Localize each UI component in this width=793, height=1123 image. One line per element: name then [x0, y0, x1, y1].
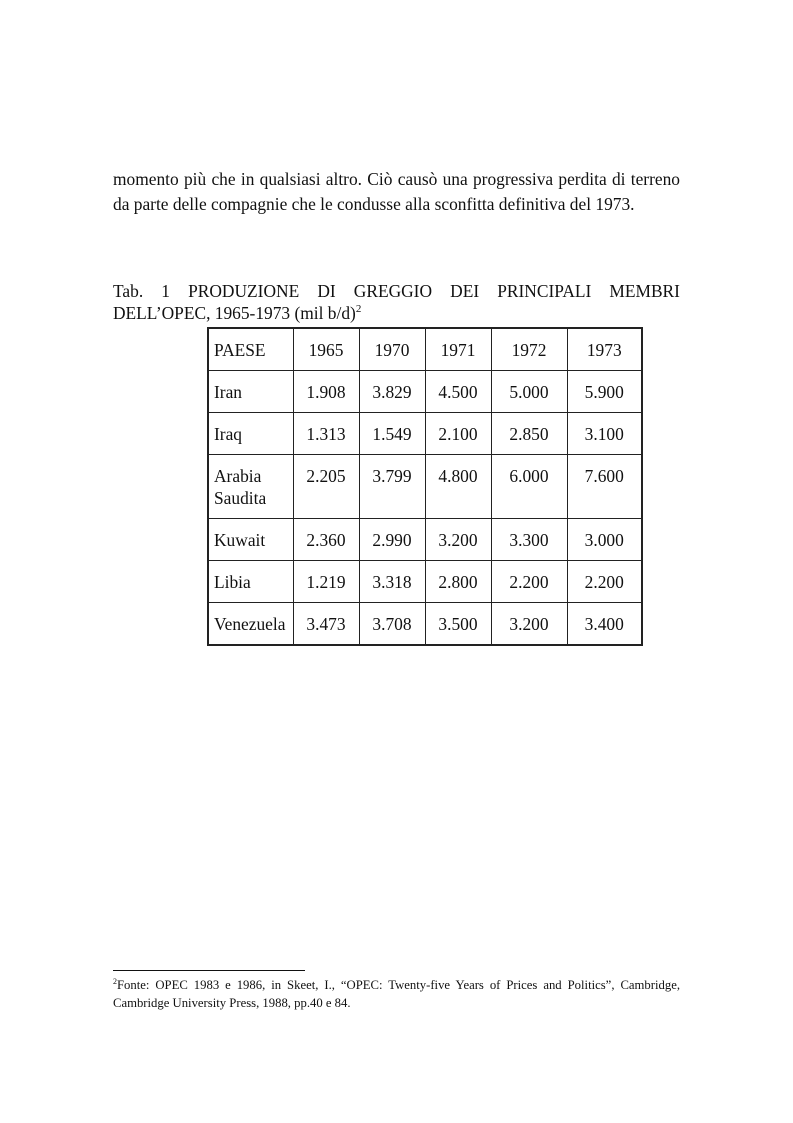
table-row — [208, 603, 642, 646]
value-cell: 3.829 — [359, 371, 425, 413]
year-header: 1965 — [293, 328, 359, 371]
table-row — [208, 455, 642, 519]
caption-word: PRINCIPALI — [497, 281, 592, 301]
table-body — [208, 328, 642, 645]
year-header: 1972 — [491, 328, 567, 371]
value-cell: 5.900 — [567, 371, 642, 413]
table-row — [208, 561, 642, 603]
value-cell: 1.219 — [293, 561, 359, 603]
value-cell: 2.205 — [293, 455, 359, 519]
country-cell: Iraq — [208, 413, 293, 455]
value-cell: 3.500 — [425, 603, 491, 646]
value-cell: 3.000 — [567, 519, 642, 561]
table-row — [208, 371, 642, 413]
body-paragraph: momento più che in qualsiasi altro. Ciò causò una progressiva perdita di terreno da parte delle compagnie che le condusse alla sconfitta definitiva del 1973. — [113, 169, 680, 214]
year-header: 1971 — [425, 328, 491, 371]
value-cell: 2.200 — [567, 561, 642, 603]
value-cell: 5.000 — [491, 371, 567, 413]
caption-word: 1 — [161, 281, 170, 301]
value-cell: 2.800 — [425, 561, 491, 603]
opec-production-table — [207, 327, 643, 646]
caption-word: DI — [317, 281, 336, 301]
value-cell: 4.500 — [425, 371, 491, 413]
caption-word: GREGGIO — [353, 281, 433, 301]
caption-line-1 — [113, 280, 680, 302]
footnote-reference[interactable]: 2 — [355, 303, 362, 315]
value-cell: 2.100 — [425, 413, 491, 455]
value-cell: 3.799 — [359, 455, 425, 519]
table-row — [208, 413, 642, 455]
caption-word: PRODUZIONE — [188, 281, 300, 301]
value-cell: 2.850 — [491, 413, 567, 455]
value-cell: 6.000 — [491, 455, 567, 519]
footnote-divider — [113, 970, 305, 971]
value-cell: 1.549 — [359, 413, 425, 455]
value-cell: 3.100 — [567, 413, 642, 455]
year-header: 1973 — [567, 328, 642, 371]
value-cell: 3.400 — [567, 603, 642, 646]
value-cell: 2.200 — [491, 561, 567, 603]
value-cell: 3.708 — [359, 603, 425, 646]
value-cell: 3.318 — [359, 561, 425, 603]
country-cell: Venezuela — [208, 603, 293, 646]
value-cell: 3.200 — [491, 603, 567, 646]
caption-text: DELL’OPEC, 1965-1973 (mil b/d) — [113, 303, 356, 323]
value-cell: 1.908 — [293, 371, 359, 413]
caption-line-2 — [113, 302, 680, 324]
footnote-text: Fonte: OPEC 1983 e 1986, in Skeet, I., “OPEC: Twenty-five Years of Prices and Politics”, Cambridge, Cambridge University Press, 1988, pp.40 e 84. — [113, 978, 680, 1010]
value-cell: 3.473 — [293, 603, 359, 646]
value-cell: 3.200 — [425, 519, 491, 561]
table-row — [208, 519, 642, 561]
column-header: PAESE — [208, 328, 293, 371]
value-cell: 2.360 — [293, 519, 359, 561]
caption-word: DEI — [450, 281, 480, 301]
value-cell: 2.990 — [359, 519, 425, 561]
year-header: 1970 — [359, 328, 425, 371]
footnote — [113, 977, 680, 1012]
value-cell: 4.800 — [425, 455, 491, 519]
country-cell: Arabia Saudita — [208, 455, 293, 519]
value-cell: 1.313 — [293, 413, 359, 455]
value-cell: 7.600 — [567, 455, 642, 519]
table-caption — [113, 280, 680, 324]
country-cell: Libia — [208, 561, 293, 603]
table-header-row — [208, 328, 642, 371]
caption-word: MEMBRI — [609, 281, 680, 301]
country-cell: Kuwait — [208, 519, 293, 561]
country-cell: Iran — [208, 371, 293, 413]
value-cell: 3.300 — [491, 519, 567, 561]
caption-word: Tab. — [113, 281, 144, 301]
footnote-marker: 2 — [113, 977, 117, 986]
